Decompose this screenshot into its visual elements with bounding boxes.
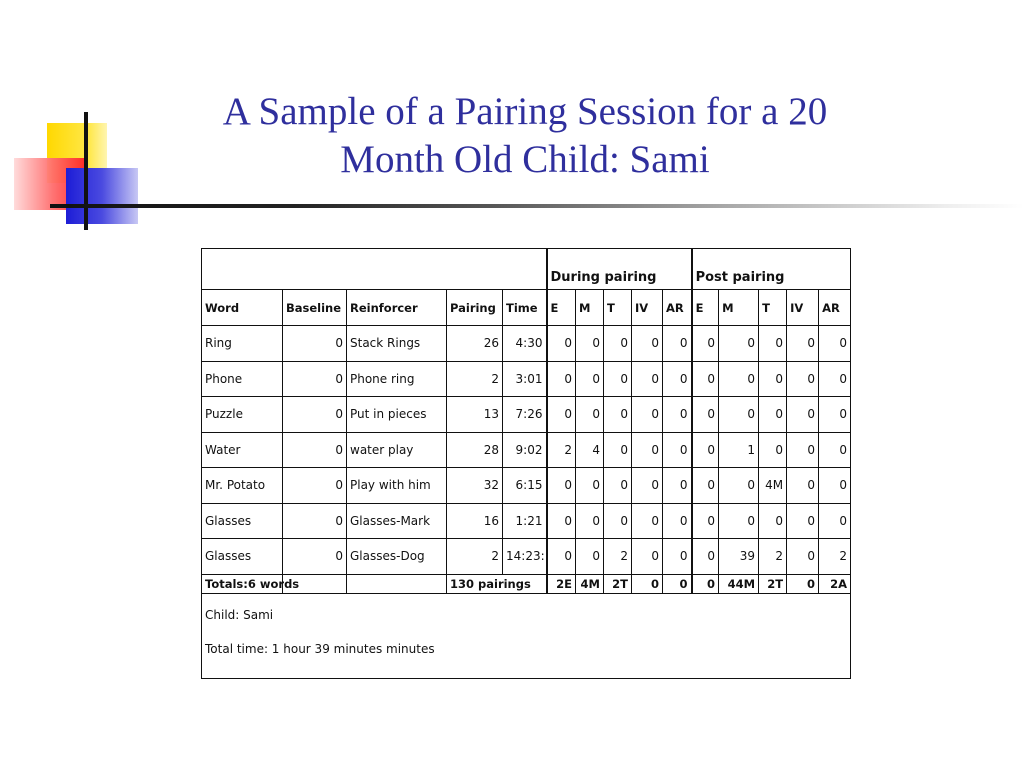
table-cell: 2 [604,539,632,575]
table-cell: 0 [787,468,819,504]
table-cell: 0 [819,432,851,468]
table-row [202,361,851,397]
table-cell: 0 [692,432,719,468]
column-header: AR [663,290,692,326]
table-cell: 0 [576,326,604,362]
column-header: M [719,290,759,326]
table-cell: 7:26 [503,397,547,433]
table-cell: 0 [604,432,632,468]
table-cell: 0 [632,432,663,468]
table-cell: 28 [447,432,503,468]
table-cell: Glasses [202,503,283,539]
column-header: Reinforcer [347,290,447,326]
column-header: Baseline [283,290,347,326]
table-cell: 0 [632,468,663,504]
totals-cell: 2E [547,574,576,593]
table-cell: 0 [576,503,604,539]
table-cell: 0 [719,468,759,504]
table-cell: 0 [692,539,719,575]
table-cell: 0 [759,397,787,433]
table-cell: 0 [632,503,663,539]
table-cell: 0 [576,468,604,504]
decor-blue-square [66,168,138,224]
table-cell: 4 [576,432,604,468]
table-cell: Ring [202,326,283,362]
table-cell: Stack Rings [347,326,447,362]
totals-cell: 2A [819,574,851,593]
table-cell: 0 [719,326,759,362]
table-cell: 2 [547,432,576,468]
table-row [202,326,851,362]
table-cell: 0 [283,432,347,468]
table-cell: 0 [632,539,663,575]
column-header: IV [787,290,819,326]
totals-cell: Totals:6 words [202,574,283,593]
table-cell: 0 [692,361,719,397]
table-cell: Phone ring [347,361,447,397]
table-cell: 0 [576,397,604,433]
table-cell: 0 [547,326,576,362]
table-row [202,432,851,468]
table-cell: 0 [663,539,692,575]
table-cell: 0 [576,361,604,397]
table-cell: 0 [759,503,787,539]
totals-cell: 0 [632,574,663,593]
table-cell: 0 [283,361,347,397]
table-cell: 0 [547,539,576,575]
table-cell: 0 [632,361,663,397]
table-cell: 0 [663,397,692,433]
column-header-row [202,290,851,326]
table-cell: 0 [632,397,663,433]
table-cell: 4M [759,468,787,504]
table-cell: 0 [787,539,819,575]
totals-cell: 4M [576,574,604,593]
table-cell: Play with him [347,468,447,504]
table-cell: 2 [819,539,851,575]
totals-cell [347,574,447,593]
column-header: Word [202,290,283,326]
pairing-table [201,248,851,679]
table-cell: 6:15 [503,468,547,504]
table-cell: 2 [447,361,503,397]
table-cell: 2 [447,539,503,575]
table-row [202,539,851,575]
table-cell: 0 [819,326,851,362]
table-cell: 16 [447,503,503,539]
table-cell: Glasses [202,539,283,575]
table-cell: 0 [663,503,692,539]
table-cell: 0 [663,326,692,362]
table-cell: 0 [759,326,787,362]
totals-cell: 2T [759,574,787,593]
table-cell: 0 [283,397,347,433]
table-cell: water play [347,432,447,468]
table-cell: 39 [719,539,759,575]
totals-cell: 130 pairings [447,574,547,593]
column-header: Time [503,290,547,326]
column-header: Pairing [447,290,503,326]
table-cell: 0 [787,326,819,362]
table-cell: 1 [719,432,759,468]
table-cell: 0 [719,361,759,397]
pairing-table-image [201,248,850,678]
table-cell: Water [202,432,283,468]
table-cell: 0 [283,326,347,362]
table-cell: Put in pieces [347,397,447,433]
table-cell: 0 [819,397,851,433]
table-cell: 26 [447,326,503,362]
table-cell: 0 [547,397,576,433]
table-cell: 0 [787,503,819,539]
column-header: E [692,290,719,326]
table-cell: 9:02 [503,432,547,468]
table-cell: Mr. Potato [202,468,283,504]
table-cell: 0 [604,326,632,362]
table-cell: 0 [283,539,347,575]
table-cell: 0 [576,539,604,575]
table-cell: 0 [547,468,576,504]
table-cell: 4:30 [503,326,547,362]
during-pairing-header: During pairing [547,249,692,290]
table-cell: 0 [692,468,719,504]
decor-horizontal-rule [50,204,1024,208]
table-cell: 0 [547,361,576,397]
table-cell: 0 [819,468,851,504]
group-header-row [202,249,851,290]
table-cell: Puzzle [202,397,283,433]
child-name-text: Child: Sami [205,607,274,622]
table-cell: 32 [447,468,503,504]
table-cell: 0 [663,361,692,397]
totals-cell: 0 [692,574,719,593]
column-header: T [604,290,632,326]
table-cell: 13 [447,397,503,433]
table-cell: 0 [719,397,759,433]
column-header: T [759,290,787,326]
column-header: M [576,290,604,326]
table-cell: 0 [692,503,719,539]
totals-cell: 2T [604,574,632,593]
total-time-text: Total time: 1 hour 39 minutes minutes [205,641,435,656]
table-cell: 0 [759,432,787,468]
table-cell: 0 [819,503,851,539]
column-header: IV [632,290,663,326]
table-cell: 0 [604,397,632,433]
decor-vertical-line [84,112,88,230]
table-cell: 0 [787,361,819,397]
table-cell: 0 [787,397,819,433]
table-cell: 14:23: [503,539,547,575]
table-cell: 0 [604,361,632,397]
table-cell: 0 [283,468,347,504]
blank-header-cell [202,249,547,290]
table-cell: 3:01 [503,361,547,397]
summary-cell [202,593,851,678]
table-row [202,468,851,504]
column-header: AR [819,290,851,326]
post-pairing-header: Post pairing [692,249,851,290]
table-cell: 0 [663,432,692,468]
table-cell: 0 [819,361,851,397]
totals-cell: 0 [663,574,692,593]
slide-title: A Sample of a Pairing Session for a 20 Month Old Child: Sami [222,90,828,181]
column-header: E [547,290,576,326]
table-cell: Glasses-Mark [347,503,447,539]
table-cell: 0 [547,503,576,539]
table-cell: 0 [787,432,819,468]
table-cell: 1:21 [503,503,547,539]
table-row [202,397,851,433]
table-cell: 0 [692,326,719,362]
table-cell: Glasses-Dog [347,539,447,575]
table-cell: 0 [283,503,347,539]
table-cell: 0 [719,503,759,539]
table-row [202,503,851,539]
table-cell: 0 [692,397,719,433]
table-cell: 0 [759,361,787,397]
totals-cell: 44M [719,574,759,593]
summary-row [202,593,851,678]
table-cell: Phone [202,361,283,397]
table-cell: 2 [759,539,787,575]
table-cell: 0 [663,468,692,504]
table-cell: 0 [632,326,663,362]
totals-row [202,574,851,593]
table-cell: 0 [604,503,632,539]
table-cell: 0 [604,468,632,504]
totals-cell: 0 [787,574,819,593]
